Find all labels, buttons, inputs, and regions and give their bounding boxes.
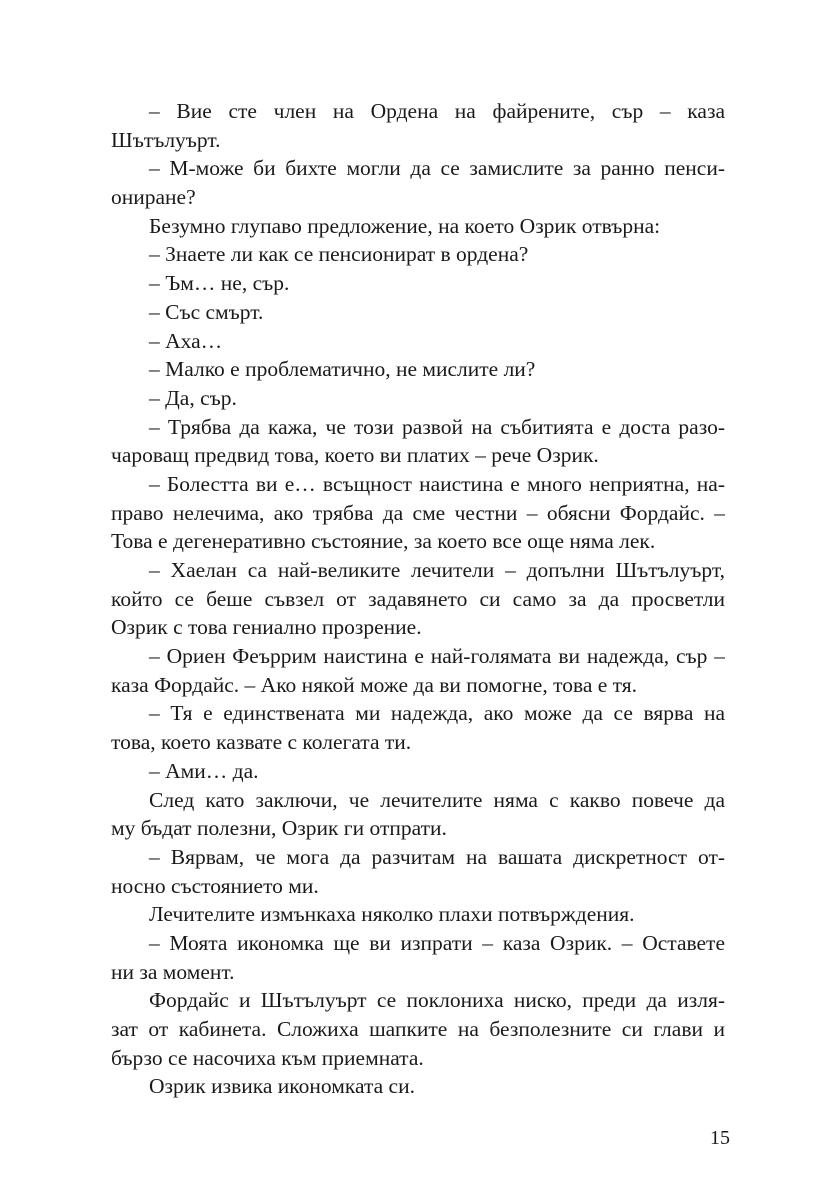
text-line: ониране? — [111, 185, 196, 210]
text-line: ни за момент. — [111, 959, 235, 984]
text-line: право нелечима, ако трябва да сме честни – обясни Фордайс. – — [111, 500, 725, 525]
text-line: който се беше съвзел от задавянето си само за да просветли — [111, 586, 725, 611]
page-body — [111, 97, 725, 1101]
text-line: Това е дегенеративно състояние, за което все още няма лек. — [111, 529, 656, 554]
text-line: Лечителите измънкаха няколко плахи потвърждения. — [149, 902, 635, 927]
text-line: – Тя е единствената ми надежда, ако може да се вярва на — [149, 701, 725, 726]
text-line: – Малко е проблематично, не мислите ли? — [149, 357, 536, 382]
text-line: Озрик с това гениално прозрение. — [111, 615, 422, 640]
text-line: – Аха… — [149, 328, 223, 353]
text-line: зат от кабинета. Сложиха шапките на безполезните си глави и — [111, 1017, 725, 1041]
text-line: това, което казвате с колегата ти. — [111, 730, 412, 755]
page-number: 15 — [710, 1127, 730, 1149]
text-line: – Със смърт. — [149, 299, 264, 324]
text-line: – Болестта ви е… всъщност наистина е много неприятна, на- — [149, 471, 725, 496]
text-line: След като заключи, че лечителите няма с какво повече да — [149, 787, 725, 812]
text-line: – Ориен Феъррим наистина е най-голямата ви надежда, сър – — [149, 644, 725, 669]
text-line: – Да, сър. — [149, 385, 237, 410]
text-line: Озрик извика икономката си. — [149, 1074, 415, 1099]
text-line: – Вярвам, че мога да разчитам на вашата дискретност от- — [149, 844, 725, 869]
text-line: му бъдат полезни, Озрик ги отпрати. — [111, 816, 447, 841]
text-line: – Знаете ли как се пенсионират в ордена? — [149, 242, 529, 267]
text-line: носно състоянието ми. — [111, 873, 319, 898]
text-line: Шътълуърт. — [111, 127, 221, 152]
text-line: – Вие сте член на Ордена на файрените, сър – каза — [149, 99, 725, 123]
text-line: – Ами… да. — [149, 758, 259, 783]
text-line: чароващ предвид това, което ви платих – рече Озрик. — [111, 443, 599, 468]
text-line: – Ъм… не, сър. — [149, 271, 290, 296]
text-line: – Хаелан са най-великите лечители – допълни Шътълуърт, — [149, 558, 725, 582]
text-line: Фордайс и Шътълуърт се поклониха ниско, преди да изля- — [149, 988, 725, 1013]
text-line: – Моята икономка ще ви изпрати – каза Озрик. – Оставете — [149, 930, 725, 955]
text-line: каза Фордайс. – Ако някой може да ви помогне, това е тя. — [111, 672, 638, 697]
text-line: – М-може би бихте могли да се замислите за ранно пенси- — [149, 156, 725, 181]
text-line: бързо се насочиха към приемната. — [111, 1045, 424, 1070]
text-line: – Трябва да кажа, че този развой на събитията е доста разо- — [149, 414, 725, 439]
text-line: Безумно глупаво предложение, на което Озрик отвърна: — [149, 213, 661, 238]
